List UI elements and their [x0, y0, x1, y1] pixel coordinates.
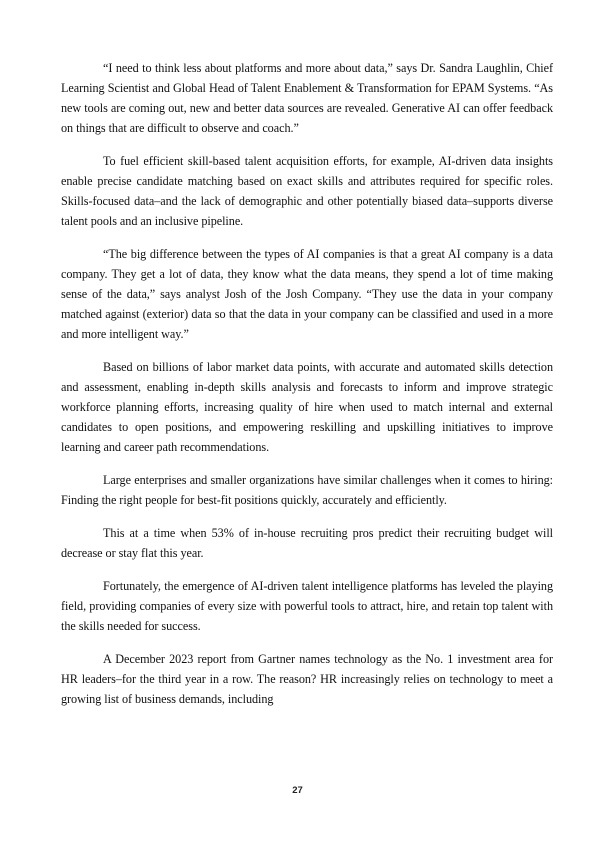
paragraph-2: To fuel efficient skill-based talent acquisition efforts, for example, AI-driven data insights enable precise candidate matching based on exact skills and attributes required for specific roles. Skills-focused data–and the lack of demographic and other potentially biased data–supports diverse talent pools and an inclusive pipeline. [61, 154, 553, 228]
paragraph-5: Large enterprises and smaller organizations have similar challenges when it comes to hiring: Finding the right people for best-fit positions quickly, accurately and efficiently. [61, 473, 553, 507]
document-body [61, 58, 553, 722]
page-number: 27 [292, 785, 303, 796]
paragraph-1: “I need to think less about platforms and more about data,” says Dr. Sandra Laughlin, Chief Learning Scientist and Global Head of Talent Enablement & Transformation for EPAM Systems. “As new tools are coming out, new and better data sources are revealed. Generative AI can offer feedback on things that are difficult to observe and coach.” [61, 61, 553, 135]
paragraph-3: “The big difference between the types of AI companies is that a great AI company is a data company. They get a lot of data, they know what the data means, they spend a lot of time making sense of the data,” says analyst Josh of the Josh Company. “They use the data in your company matched against (exterior) data so that the data in your company can be classified and used in a more and more intelligent way.” [61, 247, 553, 341]
paragraph-6: This at a time when 53% of in-house recruiting pros predict their recruiting budget will decrease or stay flat this year. [61, 526, 553, 560]
paragraph-4: Based on billions of labor market data points, with accurate and automated skills detection and assessment, enabling in-depth skills analysis and forecasts to inform and improve strategic workforce planning efforts, increasing quality of hire when used to match internal and external candidates to open positions, and empowering reskilling and upskilling initiatives to improve learning and career path recommendations. [61, 360, 553, 454]
paragraph-7: Fortunately, the emergence of AI-driven talent intelligence platforms has leveled the playing field, providing companies of every size with powerful tools to attract, hire, and retain top talent with the skills needed for success. [61, 579, 553, 633]
paragraph-8: A December 2023 report from Gartner names technology as the No. 1 investment area for HR leaders–for the third year in a row. The reason? HR increasingly relies on technology to meet a growing list of business demands, including [61, 652, 553, 706]
